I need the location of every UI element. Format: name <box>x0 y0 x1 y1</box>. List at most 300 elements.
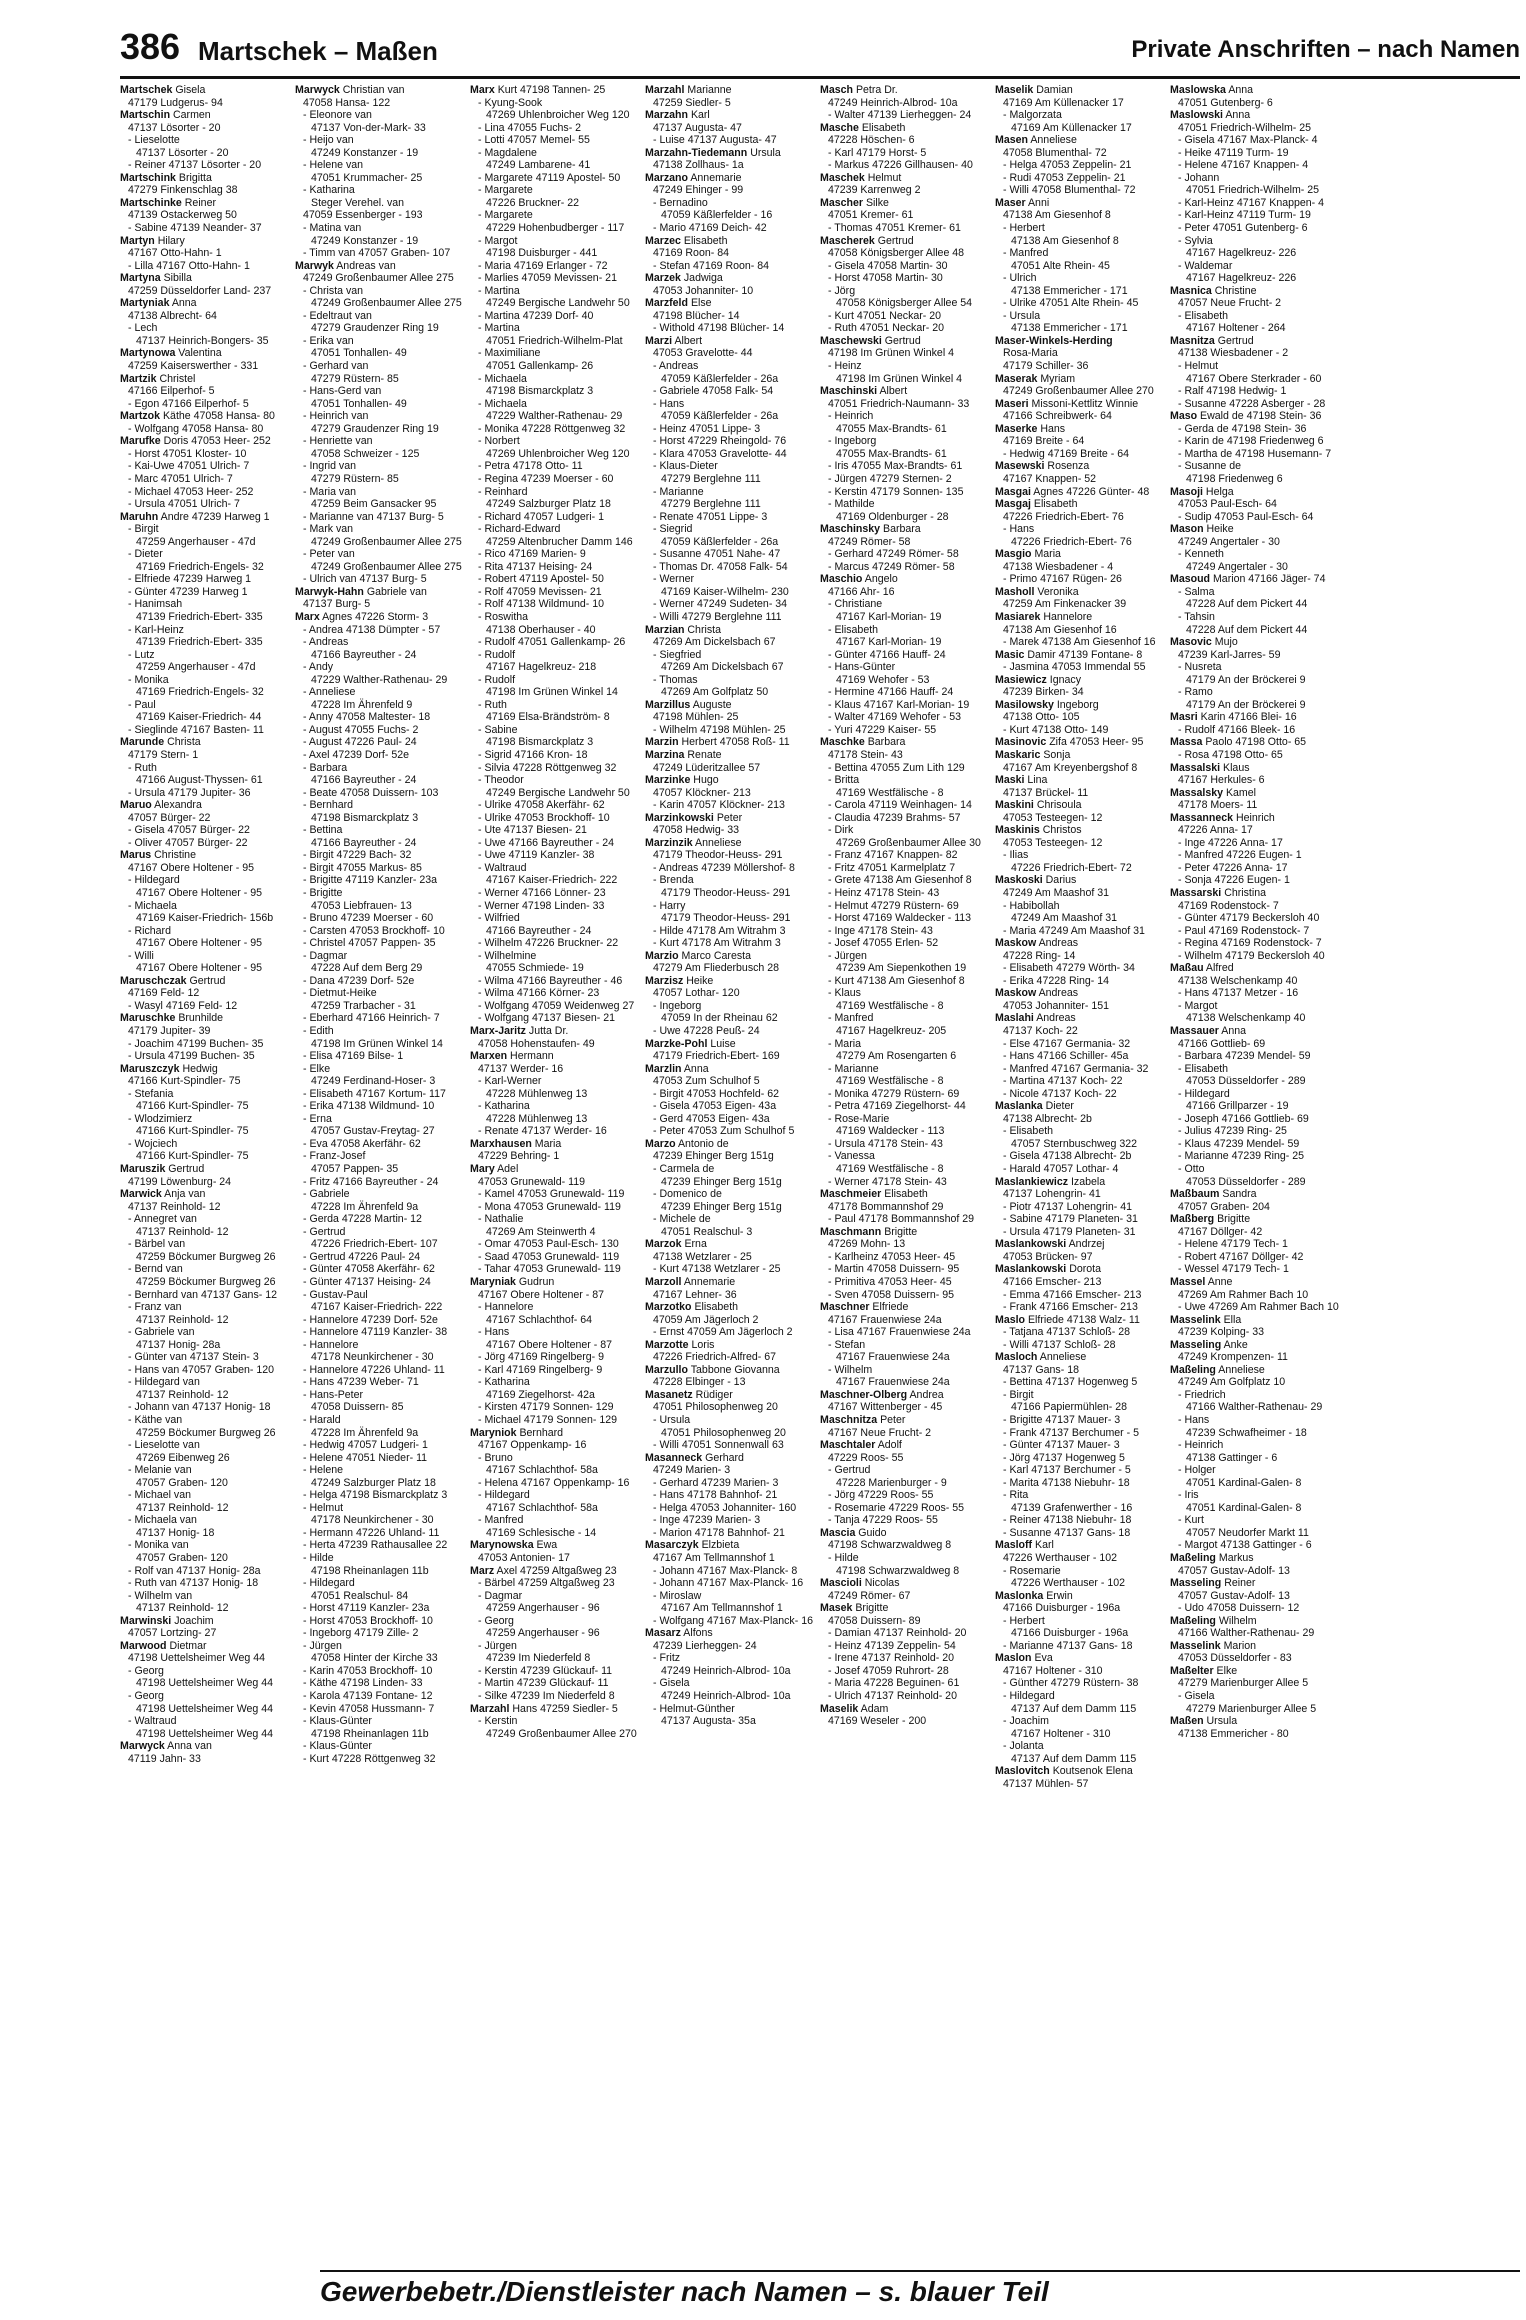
directory-entry <box>995 674 1164 699</box>
address: 47249 Römer- 58 <box>828 535 911 548</box>
address: 47167 Obere Holtener - 95 <box>136 937 263 950</box>
address: 47059 Am Jägerloch 2 <box>653 1313 759 1326</box>
directory-column <box>995 84 1170 2264</box>
directory-entry <box>995 1012 1164 1037</box>
sub-entry: - Elisabeth <box>1178 1062 1229 1075</box>
surname: Massanneck <box>1170 811 1234 824</box>
given-name: Carmen <box>173 109 211 122</box>
sub-entry: - Sven 47058 Duissern- 95 <box>828 1288 955 1301</box>
sub-entry: - Anny 47058 Maltester- 18 <box>303 711 431 724</box>
sub-entry: - Birgit 47229 Bach- 32 <box>303 849 412 862</box>
address: 47051 Kardinal-Galen- 8 <box>1186 1476 1302 1489</box>
directory-entry <box>820 1389 989 1414</box>
sub-entry: - Dieter <box>128 548 163 561</box>
address: 47226 Bruckner- 22 <box>486 196 580 209</box>
directory-entry <box>1170 410 1339 423</box>
address: 47055 Schmiede- 19 <box>486 962 584 975</box>
directory-entry <box>645 1364 814 1389</box>
address: 47051 Philosophenweg 20 <box>653 1401 778 1414</box>
given-name: Albert <box>674 334 703 347</box>
sub-entry: - Peter van <box>303 548 355 561</box>
sub-entry: - Karin 47053 Brockhoff- 10 <box>303 1664 433 1677</box>
address: 47167 Karl-Morian- 19 <box>836 610 942 623</box>
surname: Masloch <box>995 1351 1038 1364</box>
address: 47228 Auf dem Pickert 44 <box>1186 598 1308 611</box>
sub-entry: - Carmela de <box>653 1163 715 1176</box>
sub-entry: - Hermann 47226 Uhland- 11 <box>303 1526 440 1539</box>
sub-entry: - Ulrike 47058 Akerfähr- 62 <box>478 799 605 812</box>
sub-entry: - Inge 47239 Marien- 3 <box>653 1514 761 1527</box>
surname: Masoji <box>1170 485 1203 498</box>
sub-entry: - Herta 47239 Rathausallee 22 <box>303 1539 448 1552</box>
surname: Maslankowski <box>995 1263 1067 1276</box>
sub-entry: - Otto <box>1178 1163 1205 1176</box>
address: 47138 Wiesbadener - 4 <box>1003 560 1114 573</box>
sub-entry: - Martin 47239 Glückauf- 11 <box>478 1677 609 1690</box>
surname: Maruschke <box>120 1012 176 1025</box>
given-name: Eva <box>1034 1652 1053 1665</box>
given-name: Brunhilde <box>178 1012 224 1025</box>
directory-entry <box>995 498 1164 523</box>
address: 47137 Mühlen- 57 <box>1003 1777 1089 1790</box>
directory-entry <box>120 900 289 925</box>
directory-entry <box>820 649 989 662</box>
sub-entry: - Frank 47137 Berchumer - 5 <box>1003 1426 1140 1439</box>
given-name: Helga <box>1205 485 1234 498</box>
sub-entry: - Kamel 47053 Grunewald- 119 <box>478 1188 625 1201</box>
sub-entry: - Renate 47051 Lippe- 3 <box>653 510 768 523</box>
address: 47167 Karl-Morian- 19 <box>836 636 942 649</box>
directory-entry <box>820 1012 989 1037</box>
surname: Marwyck <box>295 84 340 96</box>
directory-entry <box>995 373 1164 398</box>
address: 47051 Philosophenweg 20 <box>661 1426 786 1439</box>
directory-entry <box>120 486 289 499</box>
directory-entry <box>470 435 639 460</box>
address: 47198 Im Grünen Winkel 14 <box>486 686 618 699</box>
address: 47057 Neudorfer Markt 11 <box>1186 1526 1309 1539</box>
directory-entry <box>1170 1489 1339 1514</box>
address: 47167 Döllger- 42 <box>1178 1225 1263 1238</box>
address: 47198 Schwarzwaldweg 8 <box>836 1564 960 1577</box>
directory-entry <box>820 172 989 197</box>
address: 47167 Am Tellmannshof 1 <box>653 1551 775 1564</box>
directory-entry <box>470 1188 639 1201</box>
sub-entry: - Georg <box>478 1614 514 1627</box>
sub-entry: - Manfred 47226 Eugen- 1 <box>1178 849 1302 862</box>
directory-entry <box>120 950 289 975</box>
address: 47228 Mühlenweg 13 <box>486 1087 588 1100</box>
directory-entry <box>645 674 814 699</box>
directory-entry <box>295 209 464 222</box>
surname: Marx <box>295 610 320 623</box>
directory-entry <box>1170 762 1339 787</box>
given-name: Myriam <box>1040 372 1076 385</box>
directory-entry <box>1170 686 1339 711</box>
directory-entry <box>295 1677 464 1690</box>
address: 47137 Reinhold- 12 <box>136 1388 229 1401</box>
sub-entry: - Elisabeth <box>1003 1125 1054 1138</box>
given-name: Antonio de <box>677 1137 729 1150</box>
sub-entry: - Helga 47053 Johanniter- 160 <box>653 1501 797 1514</box>
given-name: Marco Caresta <box>681 949 751 962</box>
address: 47167 Neue Frucht- 2 <box>828 1426 932 1439</box>
sub-entry: - Klaus-Günter <box>303 1715 372 1728</box>
sub-entry: - Lieselotte <box>128 134 180 147</box>
given-name: Helmut <box>867 171 902 184</box>
directory-entry <box>995 699 1164 724</box>
directory-entry <box>1170 950 1339 963</box>
given-name: Dietmar <box>169 1639 207 1652</box>
address: 47166 Walther-Rathenau- 29 <box>1178 1627 1315 1640</box>
address: 47178 Neunkirchener - 30 <box>311 1514 434 1527</box>
address: Rosa-Maria <box>1003 347 1058 360</box>
surname: Massarski <box>1170 887 1222 899</box>
surname: Marzahn <box>645 109 688 122</box>
sub-entry: - Ingeborg <box>653 999 702 1012</box>
directory-entry <box>820 1502 989 1515</box>
directory-entry <box>1170 887 1339 912</box>
sub-entry: - Ursula <box>1003 309 1041 322</box>
sub-entry: - Margarete <box>478 209 533 222</box>
directory-entry <box>1170 1213 1339 1238</box>
sub-entry: - Iris 47055 Max-Brandts- 61 <box>828 460 963 473</box>
directory-entry <box>820 937 989 950</box>
directory-entry <box>820 1339 989 1364</box>
given-name: Andre 47239 Harweg 1 <box>160 510 270 523</box>
given-name: Käthe 47058 Hansa- 80 <box>162 410 275 423</box>
directory-entry <box>295 511 464 524</box>
directory-entry <box>295 686 464 711</box>
surname: Masilowsky <box>995 698 1054 711</box>
sub-entry: - Ralf 47198 Hedwig- 1 <box>1178 385 1287 398</box>
address: 47166 Kurt-Spindler- 75 <box>136 1150 249 1163</box>
sub-entry: - Michaela <box>478 372 527 385</box>
directory-entry <box>820 1703 989 1728</box>
directory-entry <box>120 297 289 322</box>
directory-entry <box>645 1113 814 1126</box>
surname: Marzin <box>645 736 679 749</box>
directory-entry <box>1170 1552 1339 1577</box>
directory-entry <box>995 1201 1164 1214</box>
directory-entry <box>995 900 1164 925</box>
given-name: Andreas van <box>336 259 396 272</box>
directory-entry <box>995 1163 1164 1176</box>
directory-entry <box>1170 736 1339 749</box>
directory-entry <box>995 1376 1164 1389</box>
directory-entry <box>645 1263 814 1276</box>
sub-entry: - Andy <box>303 661 334 674</box>
given-name: Axel 47259 Altgaßweg 23 <box>496 1564 617 1577</box>
given-name: Adolf <box>877 1439 902 1452</box>
directory-entry <box>820 109 989 122</box>
directory-entry <box>995 460 1164 485</box>
address: 47259 Beim Gansacker 95 <box>311 498 437 511</box>
surname: Mascher <box>820 196 863 209</box>
address: 47169 Kaiser-Friedrich- 44 <box>136 711 262 724</box>
sub-entry: - Willi 47051 Sonnenwall 63 <box>653 1439 784 1452</box>
address: 47053 Düsseldorfer - 83 <box>1178 1652 1292 1665</box>
sub-entry: - Reiner 47137 Lösorter - 20 <box>128 159 262 172</box>
directory-entry <box>645 774 814 799</box>
address: 47057 Sternbuschweg 322 <box>1011 1137 1138 1150</box>
directory-entry <box>120 1063 289 1088</box>
directory-entry <box>1170 1339 1339 1364</box>
directory-entry <box>645 624 814 649</box>
address: 47249 Lüderitzallee 57 <box>653 761 761 774</box>
given-name: Christian van <box>342 84 405 96</box>
address: 47137 Reinhold- 12 <box>136 1602 229 1615</box>
address: 47138 Welschenkamp 40 <box>1186 1012 1306 1025</box>
directory-entry <box>645 172 814 197</box>
address: 47259 Böckumer Burgweg 26 <box>136 1426 276 1439</box>
surname: Maslowski <box>1170 109 1223 122</box>
directory-entry <box>995 1176 1164 1201</box>
directory-entry <box>645 1527 814 1540</box>
directory-entry <box>1170 1238 1339 1251</box>
directory-entry <box>470 1301 639 1326</box>
address: 47138 Albrecht- 64 <box>128 309 217 322</box>
sub-entry: - Else 47167 Germania- 32 <box>1003 1037 1131 1050</box>
directory-entry <box>645 1565 814 1578</box>
directory-entry <box>645 134 814 147</box>
sub-entry: - Withold 47198 Blücher- 14 <box>653 322 785 335</box>
given-name: Annemarie <box>690 171 742 184</box>
directory-entry <box>295 1577 464 1602</box>
directory-entry <box>820 1627 989 1640</box>
sub-entry: - Günter 47239 Harweg 1 <box>128 585 248 598</box>
address: 47137 Burg- 5 <box>303 598 371 611</box>
directory-entry <box>1170 962 1339 987</box>
sub-entry: - Marek 47138 Am Giesenhof 16 <box>1003 636 1156 649</box>
directory-entry <box>995 1351 1164 1376</box>
sub-entry: - Horst 47053 Brockhoff- 10 <box>303 1614 433 1627</box>
directory-entry <box>995 1063 1164 1076</box>
directory-entry <box>1170 1665 1339 1690</box>
sub-entry: - Manfred <box>478 1514 524 1527</box>
given-name: Erna <box>684 1238 707 1251</box>
directory-entry <box>995 523 1164 548</box>
directory-entry <box>820 1188 989 1213</box>
sub-entry: - Michaela <box>478 397 527 410</box>
directory-entry <box>820 912 989 925</box>
directory-entry <box>295 1627 464 1640</box>
sub-entry: - Stefan <box>828 1338 866 1351</box>
sub-entry: - Günter 47179 Beckersloh 40 <box>1178 912 1320 925</box>
directory-entry <box>820 561 989 574</box>
address: 47167 Wittenberger - 45 <box>828 1401 943 1414</box>
sub-entry: - Jürgen <box>828 949 867 962</box>
sub-entry: - Marianne <box>828 1062 879 1075</box>
surname: Martynowa <box>120 347 176 360</box>
directory-entry <box>470 699 639 724</box>
address: 47198 Bismarckplatz 3 <box>486 736 594 749</box>
directory-entry <box>1170 1263 1339 1276</box>
sub-entry: - Susanne 47137 Gans- 18 <box>1003 1526 1131 1539</box>
address: 47226 Werthauser - 102 <box>1011 1577 1126 1590</box>
given-name: Brigitte <box>1217 1213 1251 1226</box>
given-name: Anna <box>683 1062 709 1075</box>
given-name: Klaus <box>1223 761 1250 774</box>
sub-entry: - Wolfgang 47058 Hansa- 80 <box>128 422 264 435</box>
address: 47239 Karrenweg 2 <box>828 184 921 197</box>
sub-entry: - Ulrich 47137 Reinhold- 20 <box>828 1690 957 1702</box>
sub-entry: - Theodor <box>478 774 524 787</box>
given-name: Christa <box>687 623 721 636</box>
directory-entry <box>1170 1163 1339 1188</box>
directory-entry <box>120 1163 289 1188</box>
directory-entry <box>470 209 639 234</box>
directory-entry <box>120 1050 289 1063</box>
directory-entry <box>470 1401 639 1414</box>
directory-entry <box>470 285 639 310</box>
address: 47166 Eilperhof- 5 <box>128 385 215 398</box>
sub-entry: - Hildegard <box>128 874 180 887</box>
directory-entry <box>820 925 989 938</box>
given-name: Lina <box>1027 774 1048 787</box>
surname: Mascia <box>820 1526 856 1539</box>
directory-entry <box>470 1489 639 1514</box>
sub-entry: - Wilhelm 47226 Bruckner- 22 <box>478 937 619 950</box>
directory-entry <box>995 486 1164 499</box>
directory-entry <box>645 109 814 134</box>
sub-entry: - Richard-Edward <box>478 523 561 536</box>
surname: Marus <box>120 849 152 862</box>
address: 47053 Johanniter- 10 <box>653 284 754 297</box>
sub-entry: - Birgit <box>1003 1388 1034 1401</box>
sub-entry: - Maria <box>828 1037 861 1050</box>
address: 47259 Angerhauser - 96 <box>486 1602 600 1615</box>
given-name: Anja van <box>164 1188 206 1201</box>
sub-entry: - Mona 47053 Grunewald- 119 <box>478 1200 621 1213</box>
address: 47057 Klöckner- 213 <box>653 786 751 799</box>
directory-entry <box>995 1452 1164 1465</box>
given-name: Ella <box>1223 1313 1242 1326</box>
directory-entry <box>645 1414 814 1439</box>
directory-entry <box>820 987 989 1012</box>
directory-column <box>470 84 645 2264</box>
sub-entry: - Ursula 47178 Stein- 43 <box>828 1137 943 1150</box>
sub-entry: - Wilhelm 47179 Beckersloh 40 <box>1178 949 1325 962</box>
sub-entry: - Andreas <box>303 636 349 649</box>
given-name: Ewald de 47198 Stein- 36 <box>1200 410 1322 423</box>
directory-entry <box>295 1753 464 1766</box>
address: 47059 Käßlerfelder - 26a <box>661 535 779 548</box>
surname: Masseling <box>1170 1338 1222 1351</box>
address: 47178 Moers- 11 <box>1178 799 1258 812</box>
surname: Marzlin <box>645 1062 682 1075</box>
directory-entry <box>295 1502 464 1527</box>
sub-entry: - Gisela <box>1178 1690 1215 1702</box>
directory-entry <box>470 84 639 97</box>
directory-entry <box>995 222 1164 247</box>
surname: Masche <box>820 121 859 134</box>
directory-entry <box>1170 837 1339 850</box>
surname: Martschink <box>120 171 176 184</box>
address: 47167 Lehner- 36 <box>653 1288 737 1301</box>
directory-entry <box>645 1489 814 1502</box>
directory-entry <box>295 1552 464 1577</box>
directory-entry <box>470 749 639 762</box>
directory-entry <box>120 1364 289 1377</box>
given-name: Darius <box>1045 874 1077 887</box>
directory-entry <box>1170 448 1339 461</box>
directory-entry <box>295 711 464 724</box>
surname: Marwyk-Hahn <box>295 585 364 598</box>
sub-entry: - Erika van <box>303 334 354 347</box>
directory-entry <box>120 222 289 235</box>
address: 47139 Ostackerweg 50 <box>128 209 237 222</box>
surname: Masoud <box>1170 573 1211 586</box>
directory-entry <box>820 122 989 147</box>
given-name: Auguste <box>692 698 732 711</box>
sub-entry: - Melanie van <box>128 1464 192 1477</box>
address: 47166 Bayreuther - 24 <box>311 836 417 849</box>
surname: Maser-Winkels-Herding <box>995 334 1113 347</box>
sub-entry: - Georg <box>128 1690 164 1702</box>
sub-entry: - Willi 47058 Blumenthal- 72 <box>1003 184 1136 197</box>
sub-entry: - Domenico de <box>653 1188 722 1201</box>
sub-entry: - Michael 47179 Sonnen- 129 <box>478 1413 617 1426</box>
directory-entry <box>120 473 289 486</box>
sub-entry: - Gabriele van <box>128 1326 195 1339</box>
surname: Maslankowski <box>995 1238 1067 1251</box>
sub-entry: - Hannelore 47226 Uhland- 11 <box>303 1363 445 1376</box>
sub-entry: - Siegrid <box>653 523 693 536</box>
directory-entry <box>995 1514 1164 1527</box>
sub-entry: - Josef 47059 Ruhrort- 28 <box>828 1664 949 1677</box>
sub-entry: - Gerhard 47249 Römer- 58 <box>828 548 959 561</box>
sub-entry: - Kenneth <box>1178 548 1224 561</box>
directory-entry <box>470 1514 639 1539</box>
surname: Maserak <box>995 372 1038 385</box>
address: 47179 Jupiter- 39 <box>128 1025 211 1038</box>
surname: Mary <box>470 1163 495 1176</box>
directory-entry <box>470 837 639 850</box>
surname: Martzok <box>120 410 161 423</box>
sub-entry: - Johann van 47137 Honig- 18 <box>128 1401 271 1414</box>
directory-entry <box>820 1150 989 1175</box>
directory-entry <box>1170 1188 1339 1213</box>
address: 47169 Kaiser-Friedrich- 156b <box>136 912 274 925</box>
address: 47249 Konstanzer - 19 <box>311 146 419 159</box>
sub-entry: - Uwe 47228 Peuß- 24 <box>653 1025 760 1038</box>
address: 47053 Testeegen- 12 <box>1003 836 1103 849</box>
directory-entry <box>995 172 1164 185</box>
directory-entry <box>645 235 814 260</box>
directory-entry <box>645 322 814 335</box>
directory-entry <box>645 360 814 385</box>
directory-entry <box>295 1339 464 1364</box>
address: 47166 Ahr- 16 <box>828 585 895 598</box>
directory-entry <box>120 598 289 623</box>
sub-entry: - Primo 47167 Rügen- 26 <box>1003 573 1122 586</box>
directory-entry <box>295 1464 464 1489</box>
sub-entry: - Marita 47138 Niebuhr- 18 <box>1003 1476 1130 1489</box>
sub-entry: - Hannelore <box>303 1338 359 1351</box>
directory-entry <box>645 874 814 899</box>
address: 47198 Im Grünen Winkel 14 <box>311 1037 443 1050</box>
sub-entry: - Kurt 47138 Am Giesenhof 8 <box>828 974 965 987</box>
directory-entry <box>820 410 989 435</box>
directory-entry <box>1170 222 1339 235</box>
sub-entry: - Bruno <box>478 1451 513 1464</box>
sub-entry: - Ursula 47051 Ulrich- 7 <box>128 498 240 511</box>
sub-entry: - Waltraud <box>128 1715 177 1728</box>
directory-entry <box>120 799 289 824</box>
directory-entry <box>295 824 464 849</box>
directory-entry <box>820 1088 989 1101</box>
